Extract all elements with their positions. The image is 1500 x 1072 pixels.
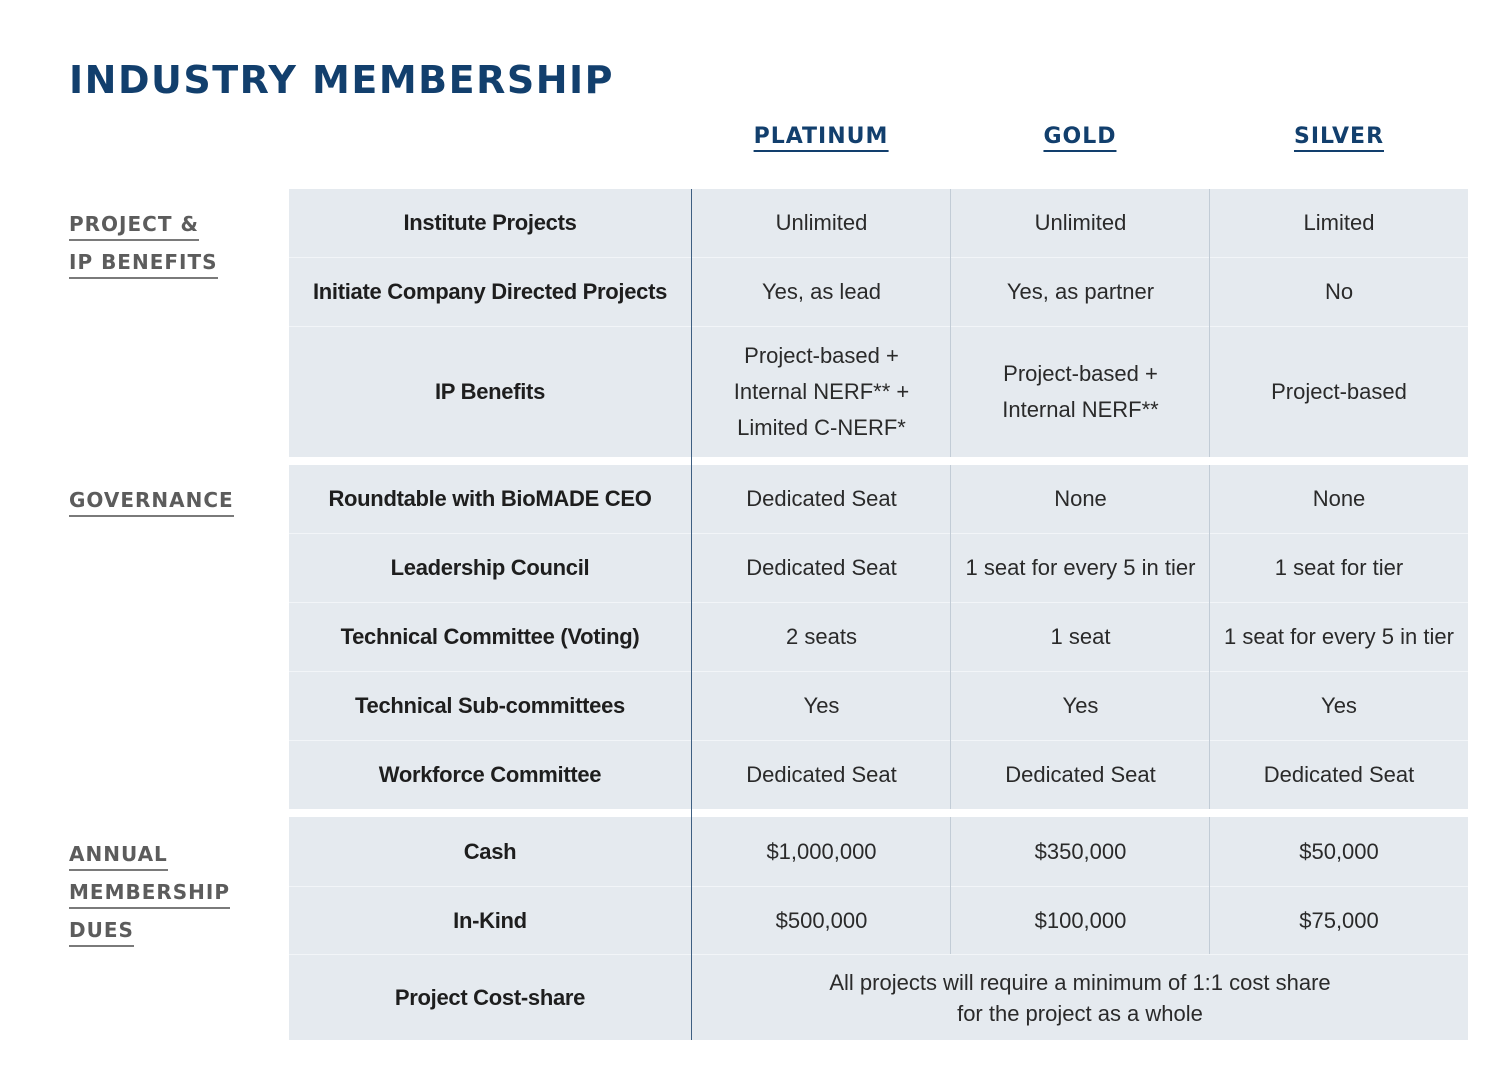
table-row xyxy=(289,603,1468,671)
column-divider xyxy=(1209,817,1210,954)
row-label: Leadership Council xyxy=(390,555,590,580)
all-tiers-value xyxy=(692,955,1468,1040)
label-column-divider xyxy=(691,189,692,1040)
value-line: Limited C-NERF* xyxy=(737,415,906,440)
row-label: In-Kind xyxy=(453,907,527,933)
section-label-line: PROJECT & xyxy=(69,209,199,241)
table-row xyxy=(289,327,1468,457)
column-divider xyxy=(1209,189,1210,457)
table-row xyxy=(289,741,1468,809)
section-label-dues xyxy=(69,835,230,949)
row-label: Technical Sub-committees xyxy=(355,693,625,718)
table-row xyxy=(289,672,1468,740)
platinum-value: $1,000,000 xyxy=(766,838,877,864)
section-label-governance xyxy=(69,481,234,519)
platinum-value: Unlimited xyxy=(775,210,868,235)
gold-value xyxy=(951,327,1210,457)
platinum-value: Dedicated Seat xyxy=(746,762,897,787)
platinum-value xyxy=(692,327,951,457)
gold-value: None xyxy=(1054,486,1107,511)
gold-value: 1 seat for every 5 in tier xyxy=(965,555,1196,580)
silver-value: Dedicated Seat xyxy=(1263,762,1415,787)
table-row xyxy=(289,887,1468,954)
page-title: INDUSTRY MEMBERSHIP xyxy=(69,58,614,102)
value-line: Project-based + xyxy=(744,343,899,368)
section-label-project-ip xyxy=(69,205,218,281)
tier-header-silver: SILVER xyxy=(1294,124,1384,152)
row-label: Initiate Company Directed Projects xyxy=(312,279,668,304)
silver-value: No xyxy=(1324,279,1354,304)
table-row xyxy=(289,465,1468,533)
tier-header-platinum: PLATINUM xyxy=(754,124,889,152)
silver-value: None xyxy=(1312,486,1366,511)
value-line: Project-based + xyxy=(1003,361,1158,386)
silver-value: 1 seat for every 5 in tier xyxy=(1224,624,1454,649)
platinum-value: Dedicated Seat xyxy=(746,486,897,511)
row-label: Technical Committee (Voting) xyxy=(340,624,640,649)
section-label-line: ANNUAL xyxy=(69,839,168,871)
gold-value: Dedicated Seat xyxy=(1005,762,1156,787)
table-row xyxy=(289,534,1468,602)
platinum-value: $500,000 xyxy=(775,907,868,933)
section-label-line: GOVERNANCE xyxy=(69,485,234,517)
table-row xyxy=(289,189,1468,257)
silver-value: Project-based xyxy=(1271,379,1407,404)
section-label-line: MEMBERSHIP xyxy=(69,877,230,909)
tier-header-gold: GOLD xyxy=(1043,124,1116,152)
silver-value: 1 seat for tier xyxy=(1274,555,1404,580)
gold-value: $350,000 xyxy=(1034,838,1127,864)
section-label-line: IP BENEFITS xyxy=(69,247,218,279)
column-divider xyxy=(950,817,951,954)
row-label: Roundtable with BioMADE CEO xyxy=(328,486,652,511)
silver-value: $75,000 xyxy=(1299,907,1379,933)
value-line: All projects will require a minimum of 1:1 cost share xyxy=(829,969,1331,995)
silver-value: Yes xyxy=(1321,693,1357,718)
value-line: Internal NERF** xyxy=(1002,397,1159,422)
table-row xyxy=(289,955,1468,1040)
gold-value: Yes xyxy=(1062,693,1099,718)
silver-value: $50,000 xyxy=(1299,838,1379,864)
row-label: Workforce Committee xyxy=(378,762,602,787)
column-divider xyxy=(1209,465,1210,809)
silver-value: Limited xyxy=(1303,210,1375,235)
gold-value: Yes, as partner xyxy=(1006,279,1155,304)
value-line: Internal NERF** + xyxy=(733,379,910,404)
platinum-value: Yes xyxy=(803,693,840,718)
platinum-value: 2 seats xyxy=(786,624,857,649)
column-divider xyxy=(950,189,951,457)
gold-value: 1 seat xyxy=(1050,624,1111,649)
table-row xyxy=(289,258,1468,326)
row-label: Cash xyxy=(463,838,517,864)
section-label-line: DUES xyxy=(69,915,134,947)
platinum-value: Yes, as lead xyxy=(761,279,882,304)
gold-value: Unlimited xyxy=(1034,210,1127,235)
column-divider xyxy=(950,465,951,809)
row-label: Project Cost-share xyxy=(394,984,586,1010)
row-label: IP Benefits xyxy=(435,379,545,404)
gold-value: $100,000 xyxy=(1034,907,1127,933)
value-line: for the project as a whole xyxy=(957,1000,1203,1026)
table-row xyxy=(289,817,1468,886)
row-label: Institute Projects xyxy=(403,210,577,235)
platinum-value: Dedicated Seat xyxy=(746,555,897,580)
